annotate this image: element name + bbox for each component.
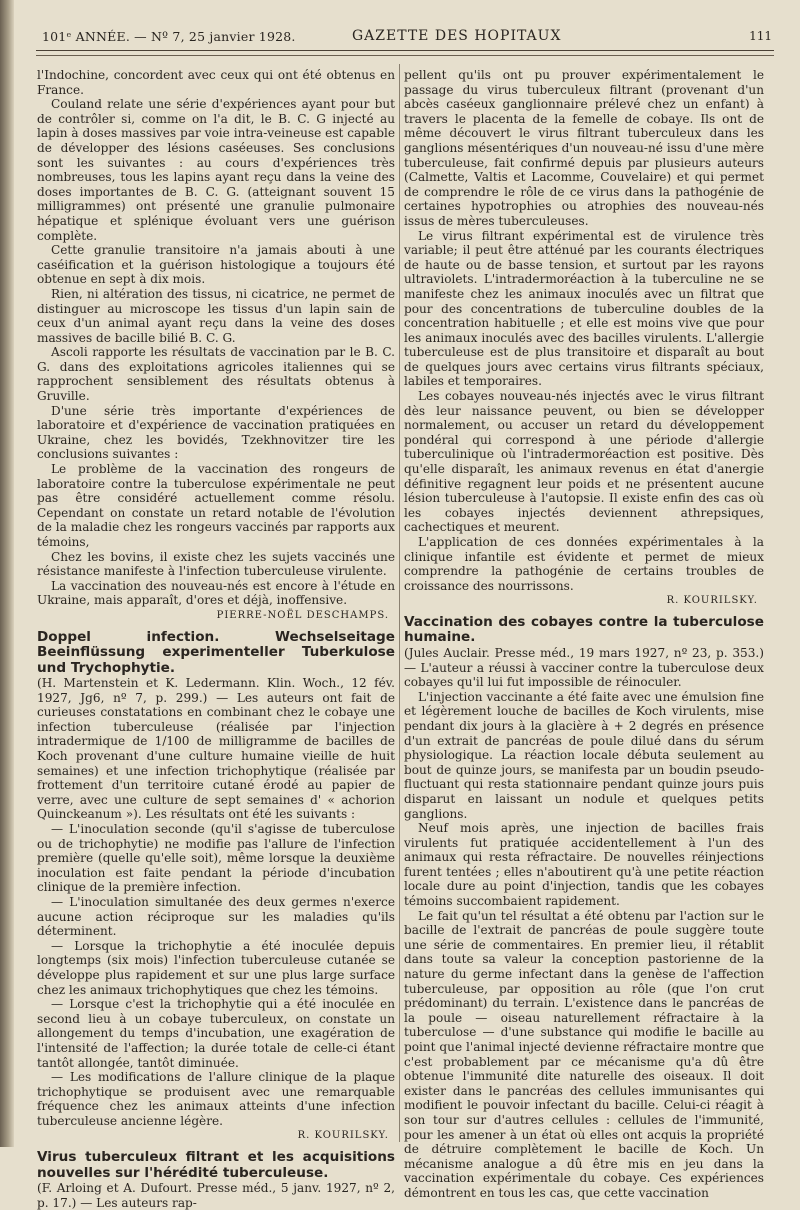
paragraph: Le virus filtrant expérimental est de virulence très variable; il peut être atténué par les courants électriques de haute ou de basse tension, et surtout par les rayons ultraviolets. L'intradermoréaction à la tuberculine ne se manifeste chez les animaux inoculés avec un filtrat que pour des concentrations de tuberculine doubles de la concentration habituelle ; et elle est moins vive que pour les animaux inoculés avec des bacilles virulents. L'allergie tuberculeuse est de plus transitoire et disparaît au bout de quelques jours avec certains virus filtrants spéciaux, labiles et temporaires. — [404, 228, 764, 389]
paragraph: Cette granulie transitoire n'a jamais abouti à une caséification et la guérison histologique a toujours été obtenue en sept à dix mois. — [37, 243, 395, 287]
paragraph: Le fait qu'un tel résultat a été obtenu par l'action sur le bacille de l'extrait de pancréas de poule suggère toute une série de commentaires. En premier lieu, il rétablit dans toute sa valeur la conception pastorienne de la nature du germe infectant dans la genèse de l'affection tuberculeuse, par opposition au rôle (que l'on crut prédominant) du terrain. L'existence dans le pancréas de la poule — oiseau naturellement réfractaire à la tuberculose — d'une substance qui modifie le bacille au point que l'animal injecté devienne réfractaire montre que c'est probablement par ce mécanisme qu'a dû être obtenue l'immunité dite naturelle des oiseaux. Il doit exister dans le pancréas des cellules immunisantes qui modifient le pouvoir infectant du bacille. Celui-ci réagit à son tour sur d'autres cellules : cellules de l'immunité, pour les amener à un état où elles ont acquis la propriété de détruire complètement le bacille de Koch. Un mécanisme analogue a dû être mis en jeu dans la vaccination expérimentale du cobaye. Ces expériences démontrent en tous les cas, que cette vaccination — [404, 908, 764, 1200]
paragraph: — L'inoculation seconde (qu'il s'agisse de tuberculose ou de trichophytie) ne modifie pas l'allure de l'infection première (quelle qu'elle soit), même lorsque la deuxième inoculation est faite pendant la période d'incubation clinique de la première infection. — [37, 822, 395, 895]
article-title: Doppel infection. Wechselseitage Beeinflüssung experimenteller Tuberkulose und Trychophytie. — [37, 628, 395, 676]
paragraph: Rien, ni altération des tissus, ni cicatrice, ne permet de distinguer au microscope les tissus d'un lapin sain de ceux d'un animal ayant reçu dans la veine des doses massives de bacille bilié B. C. G. — [37, 286, 395, 345]
header-rule — [36, 50, 774, 51]
paragraph: Couland relate une série d'expériences ayant pour but de contrôler si, comme on l'a dit, le B. C. G injecté au lapin à doses massives par voie intra-veineuse est capable de développer des lésions caséeuses. Ses conclusions sont les suivantes : au cours d'expériences très nombreuses, tous les lapins ayant reçu dans la veine des doses importantes de B. C. G. (atteignant souvent 15 milligrammes) ont présenté une granulie pulmonaire hépatique et splénique évoluant vers une guérison complète. — [37, 97, 395, 243]
page-number: 111 — [749, 29, 772, 43]
paragraph: Le problème de la vaccination des rongeurs de laboratoire contre la tuberculose expérimentale ne peut pas être considéré actuellement comme résolu. Cependant on constate un retard notable de l'évolution de la maladie chez les rongeurs vaccinés par rapports aux témoins, — [37, 462, 395, 549]
article-title: Vaccination des cobayes contre la tuberculose humaine. — [404, 613, 764, 646]
page-binding-shadow — [0, 0, 14, 1147]
paragraph: l'Indochine, concordent avec ceux qui ont été obtenus en France. — [37, 68, 395, 97]
author-signature: PIERRE-NOËL DESCHAMPS. — [216, 609, 389, 621]
article-title: Virus tuberculeux filtrant et les acquisitions nouvelles sur l'hérédité tuberculeuse. — [37, 1149, 395, 1181]
paragraph: pellent qu'ils ont pu prouver expérimentalement le passage du virus tuberculeux filtrant (provenant d'un abcès caséeux ganglionnaire prélevé chez un enfant) à travers le placenta de la femelle de cobaye. Ils ont de même découvert le virus filtrant tuberculeux dans les ganglions mésentériques d'un nouveau-né issu d'une mère tuberculeuse, fait confirmé depuis par plusieurs auteurs (Calmette, Valtis et Lacomme, Couvelaire) et qui permet de comprendre le rôle de ce virus dans la pathogénie de certaines hypotrophies ou atrophies des nouveau-nés issus de mères tuberculeuses. — [404, 68, 764, 228]
paragraph: — Lorsque la trichophytie a été inoculée depuis longtemps (six mois) l'infection tuberculeuse cutanée se développe plus rapidement et sur une plus large surface chez les animaux trichophytiques que chez les témoins. — [37, 938, 395, 997]
paragraph: Les cobayes nouveau-nés injectés avec le virus filtrant dès leur naissance peuvent, ou bien se développer normalement, ou accuser un retard du développement pondéral qui correspond à une période d'allergie tuberculinique où l'intradermoréaction est positive. Dès qu'elle disparaît, les animaux revenus en état d'anergie définitive regagnent leur poids et ne présentent aucune lésion tuberculeuse à l'autopsie. Il existe enfin des cas où les cobayes injectés deviennent athrepsiques, cachectiques et meurent. — [404, 389, 764, 535]
right-column — [404, 68, 764, 1201]
paragraph: L'application de ces données expérimentales à la clinique infantile est évidente et permet de mieux comprendre la pathogénie de certains troubles de croissance des nourrissons. — [404, 535, 764, 593]
issue-info: 101ᵉ ANNÉE. — Nº 7, 25 janvier 1928. — [42, 28, 296, 44]
running-header — [42, 26, 772, 46]
paragraph: Ascoli rapporte les résultats de vaccination par le B. C. G. dans des exploitations agricoles italiennes qui se rapprochent sensiblement des résultats obtenus à Gruville. — [37, 345, 395, 404]
paragraph: — Les modifications de l'allure clinique de la plaque trichophytique se produisent avec une remarquable fréquence chez les animaux atteints d'une infection tuberculeuse ancienne légère. — [37, 1070, 395, 1128]
header-rule-double — [36, 55, 774, 56]
paragraph: La vaccination des nouveau-nés est encore à l'étude en Ukraine, mais apparaît, d'ores et déjà, inoffensive. — [37, 578, 395, 608]
column-divider — [399, 64, 400, 1142]
paragraph: — L'inoculation simultanée des deux germes n'exerce aucune action réciproque sur les maladies qu'ils déterminent. — [37, 894, 395, 939]
article-reference: (F. Arloing et A. Dufourt. Presse méd., 5 janv. 1927, nº 2, p. 17.) — Les auteurs rap- — [37, 1181, 395, 1210]
journal-title: GAZETTE DES HOPITAUX — [352, 28, 562, 44]
author-signature: R. KOURILSKY. — [666, 595, 758, 607]
article-reference: (Jules Auclair. Presse méd., 19 mars 1927, nº 23, p. 353.) — L'auteur a réussi à vacciner contre la tuberculose deux cobayes qu'il lui fut impossible de réinoculer. — [404, 645, 764, 690]
article-reference: (H. Martenstein et K. Ledermann. Klin. Woch., 12 fév. 1927, Jg6, nº 7, p. 299.) — Les auteurs ont fait de curieuses constatations en combinant chez le cobaye une infection tuberculeuse (réalisée par l'injection intradermique de 1/100 de milligramme de bacilles de Koch provenant d'une culture humaine vieille de huit semaines) et une infection trichophytique (réalisée par frottement d'un territoire cutané érodé au papier de verre, avec une culture de sept semaines d' « achorion Quinckeanum »). Les résultats ont été les suivants : — [37, 676, 395, 822]
paragraph: L'injection vaccinante a été faite avec une émulsion fine et légèrement louche de bacilles de Koch virulents, mise pendant dix jours à la glacière à + 2 degrés en présence d'un extrait de pancréas de poule dilué dans du sérum physiologique. La réaction locale débuta seulement au bout de quinze jours, se manifesta par un boudin pseudo-fluctuant qui resta stationnaire pendant quinze jours puis disparut en laissant un nodule et quelques petits ganglions. — [404, 689, 764, 821]
paragraph: D'une série très importante d'expériences de laboratoire et d'expérience de vaccination pratiquées en Ukraine, chez les bovidés, Tzekhnovitzer tire les conclusions suivantes : — [37, 403, 395, 462]
author-signature: R. KOURILSKY. — [297, 1130, 389, 1142]
paragraph: Neuf mois après, une injection de bacilles frais virulents fut pratiquée accidentellement à l'un des animaux qui resta réfractaire. De nouvelles réinjections furent tentées ; elles n'aboutirent qu'à une petite réaction locale dure au point d'injection, tandis que les cobayes témoins succombaient rapidement. — [404, 821, 764, 909]
left-column — [37, 68, 395, 1210]
paragraph: — Lorsque c'est la trichophytie qui a été inoculée en second lieu à un cobaye tuberculeux, on constate un allongement du temps d'incubation, une exagération de l'intensité de l'affection; la durée totale de celle-ci étant tantôt allongée, tantôt diminuée. — [37, 997, 395, 1070]
paragraph: Chez les bovins, il existe chez les sujets vaccinés une résistance manifeste à l'infection tuberculeuse virulente. — [37, 549, 395, 579]
